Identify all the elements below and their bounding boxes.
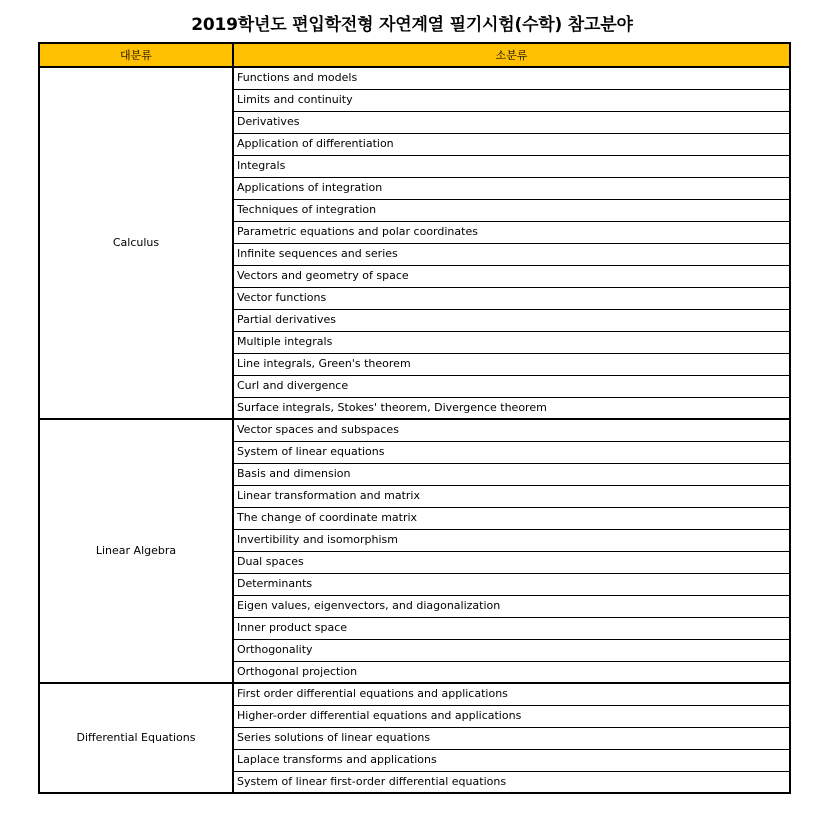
major-category-cell: Differential Equations	[39, 683, 233, 793]
topic-cell: Series solutions of linear equations	[233, 727, 790, 749]
topic-cell: Basis and dimension	[233, 463, 790, 485]
topic-cell: Vector spaces and subspaces	[233, 419, 790, 441]
topic-cell: Vector functions	[233, 287, 790, 309]
topic-cell: Techniques of integration	[233, 199, 790, 221]
topic-cell: Curl and divergence	[233, 375, 790, 397]
table-row	[39, 67, 790, 89]
topic-cell: Higher-order differential equations and applications	[233, 705, 790, 727]
header-minor-category: 소분류	[233, 43, 790, 67]
major-category-cell: Calculus	[39, 67, 233, 419]
reference-table	[38, 42, 791, 794]
topic-cell: System of linear equations	[233, 441, 790, 463]
topic-cell: Laplace transforms and applications	[233, 749, 790, 771]
topic-cell: Orthogonal projection	[233, 661, 790, 683]
topic-cell: Applications of integration	[233, 177, 790, 199]
topic-cell: Derivatives	[233, 111, 790, 133]
topic-cell: Invertibility and isomorphism	[233, 529, 790, 551]
topic-cell: The change of coordinate matrix	[233, 507, 790, 529]
topic-cell: Functions and models	[233, 67, 790, 89]
page-title: 2019학년도 편입학전형 자연계열 필기시험(수학) 참고분야	[191, 15, 633, 35]
table-body	[39, 67, 790, 793]
topic-cell: First order differential equations and applications	[233, 683, 790, 705]
major-category-cell: Linear Algebra	[39, 419, 233, 683]
table-row	[39, 683, 790, 705]
topic-cell: Line integrals, Green's theorem	[233, 353, 790, 375]
topic-cell: Determinants	[233, 573, 790, 595]
topic-cell: Multiple integrals	[233, 331, 790, 353]
topic-cell: Dual spaces	[233, 551, 790, 573]
topic-cell: Infinite sequences and series	[233, 243, 790, 265]
table-row	[39, 419, 790, 441]
topic-cell: System of linear first-order differential equations	[233, 771, 790, 793]
topic-cell: Eigen values, eigenvectors, and diagonalization	[233, 595, 790, 617]
header-major-category: 대분류	[39, 43, 233, 67]
topic-cell: Surface integrals, Stokes' theorem, Divergence theorem	[233, 397, 790, 419]
topic-cell: Application of differentiation	[233, 133, 790, 155]
topic-cell: Linear transformation and matrix	[233, 485, 790, 507]
topic-cell: Integrals	[233, 155, 790, 177]
topic-cell: Parametric equations and polar coordinates	[233, 221, 790, 243]
topic-cell: Limits and continuity	[233, 89, 790, 111]
topic-cell: Vectors and geometry of space	[233, 265, 790, 287]
topic-cell: Partial derivatives	[233, 309, 790, 331]
table-header-row	[39, 43, 790, 67]
topic-cell: Inner product space	[233, 617, 790, 639]
topic-cell: Orthogonality	[233, 639, 790, 661]
